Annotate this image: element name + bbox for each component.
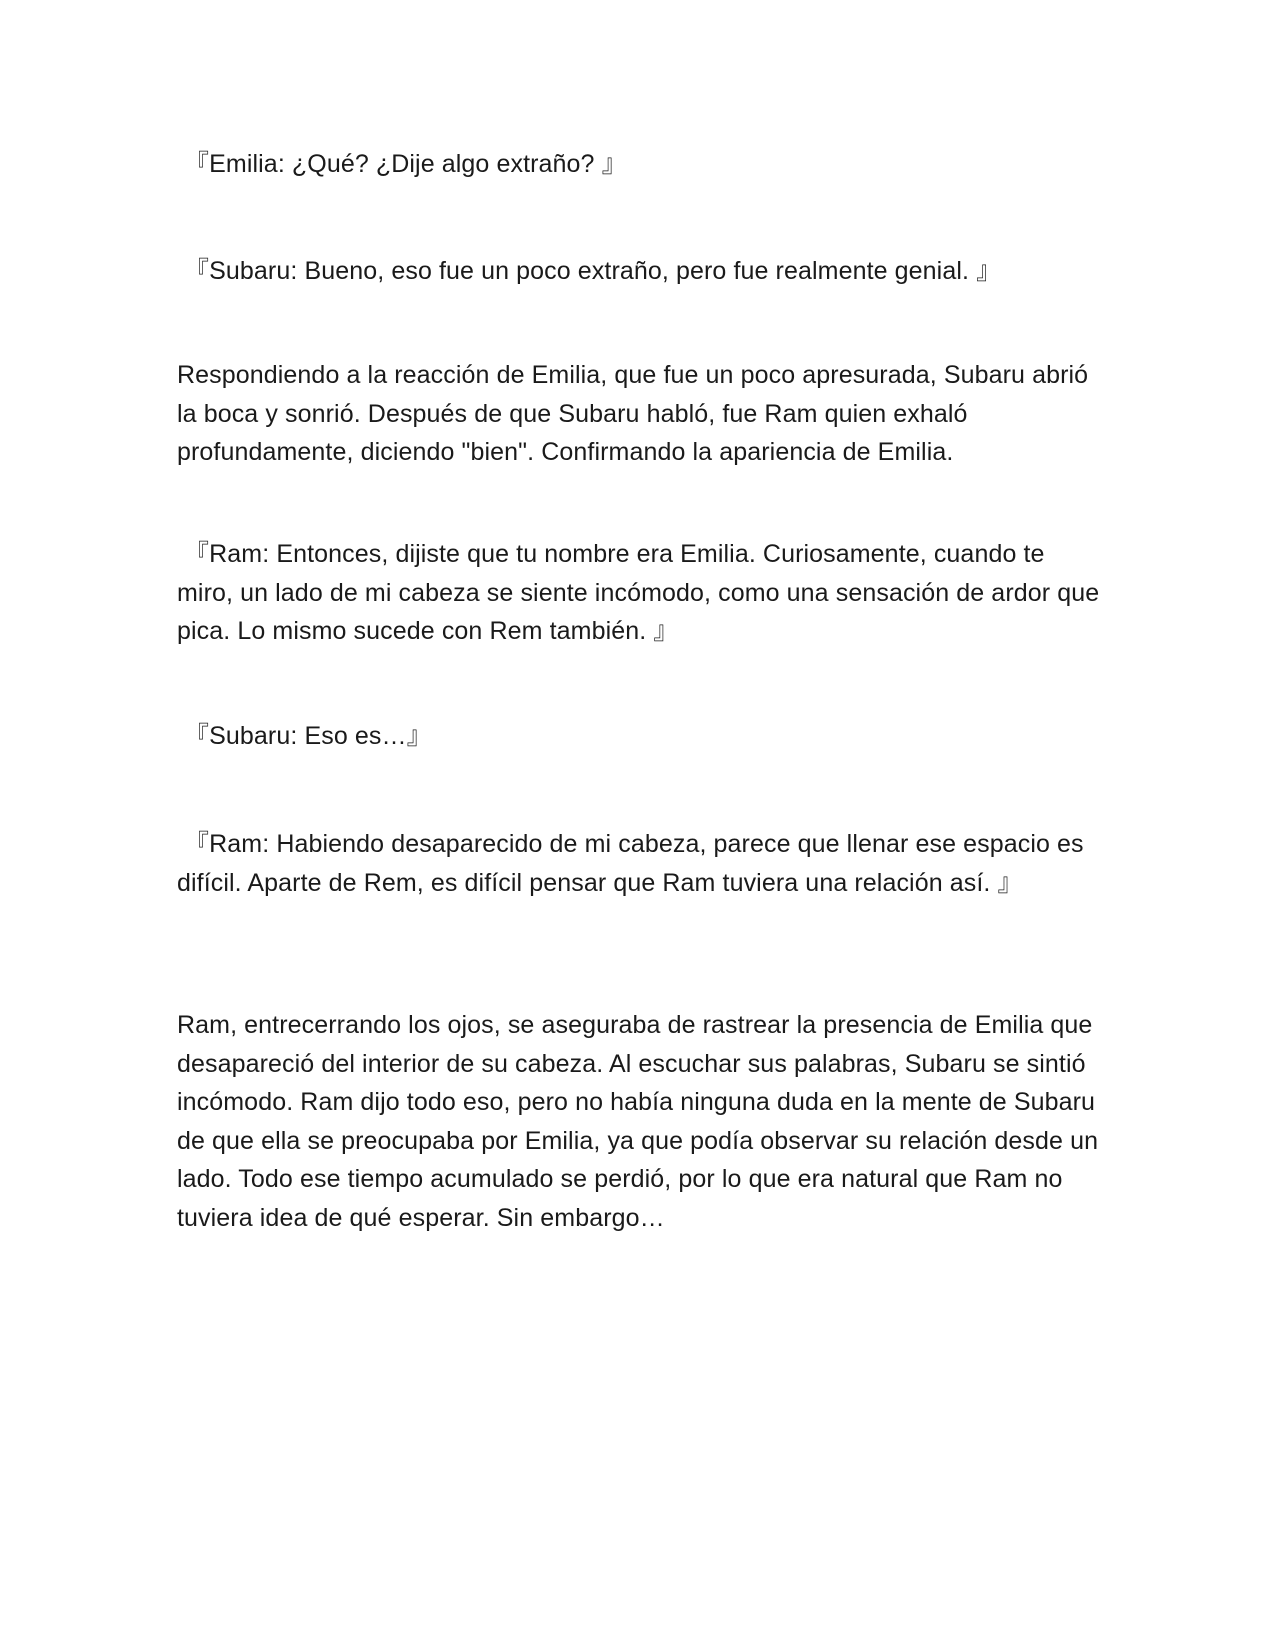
dialogue-paragraph-subaru: 『Subaru: Bueno, eso fue un poco extraño, pero fue realmente genial. 』 [177,257,1002,285]
narration-paragraph: Respondiendo a la reacción de Emilia, que fue un poco apresurada, Subaru abrió la boca y sonrió. Después de que Subaru habló, fue Ram quien exhaló profundamente, diciendo "bien". Confirmando la apariencia de Emilia. [177,361,1096,466]
dialogue-paragraph-emilia: 『Emilia: ¿Qué? ¿Dije algo extraño? 』 [177,150,627,178]
dialogue-paragraph-subaru-short: 『Subaru: Eso es…』 [177,722,432,750]
dialogue-paragraph-ram-2: 『Ram: Habiendo desaparecido de mi cabeza, parece que llenar ese espacio es difícil. Aparte de Rem, es difícil pensar que Ram tuviera una relación así. 』 [177,830,1091,897]
dialogue-paragraph-ram: 『Ram: Entonces, dijiste que tu nombre era Emilia. Curiosamente, cuando te miro, un lado de mi cabeza se siente incómodo, como una sensación de ardor que pica. Lo mismo sucede con Rem también. 』 [177,540,1107,645]
narration-paragraph-2: Ram, entrecerrando los ojos, se aseguraba de rastrear la presencia de Emilia que desapareció del interior de su cabeza. Al escuchar sus palabras, Subaru se sintió incómodo. Ram dijo todo eso, pero no había ninguna duda en la mente de Subaru de que ella se preocupaba por Emilia, ya que podía observar su relación desde un lado. Todo ese tiempo acumulado se perdió, por lo que era natural que Ram no tuviera idea de qué esperar. Sin embargo… [177,1011,1106,1232]
